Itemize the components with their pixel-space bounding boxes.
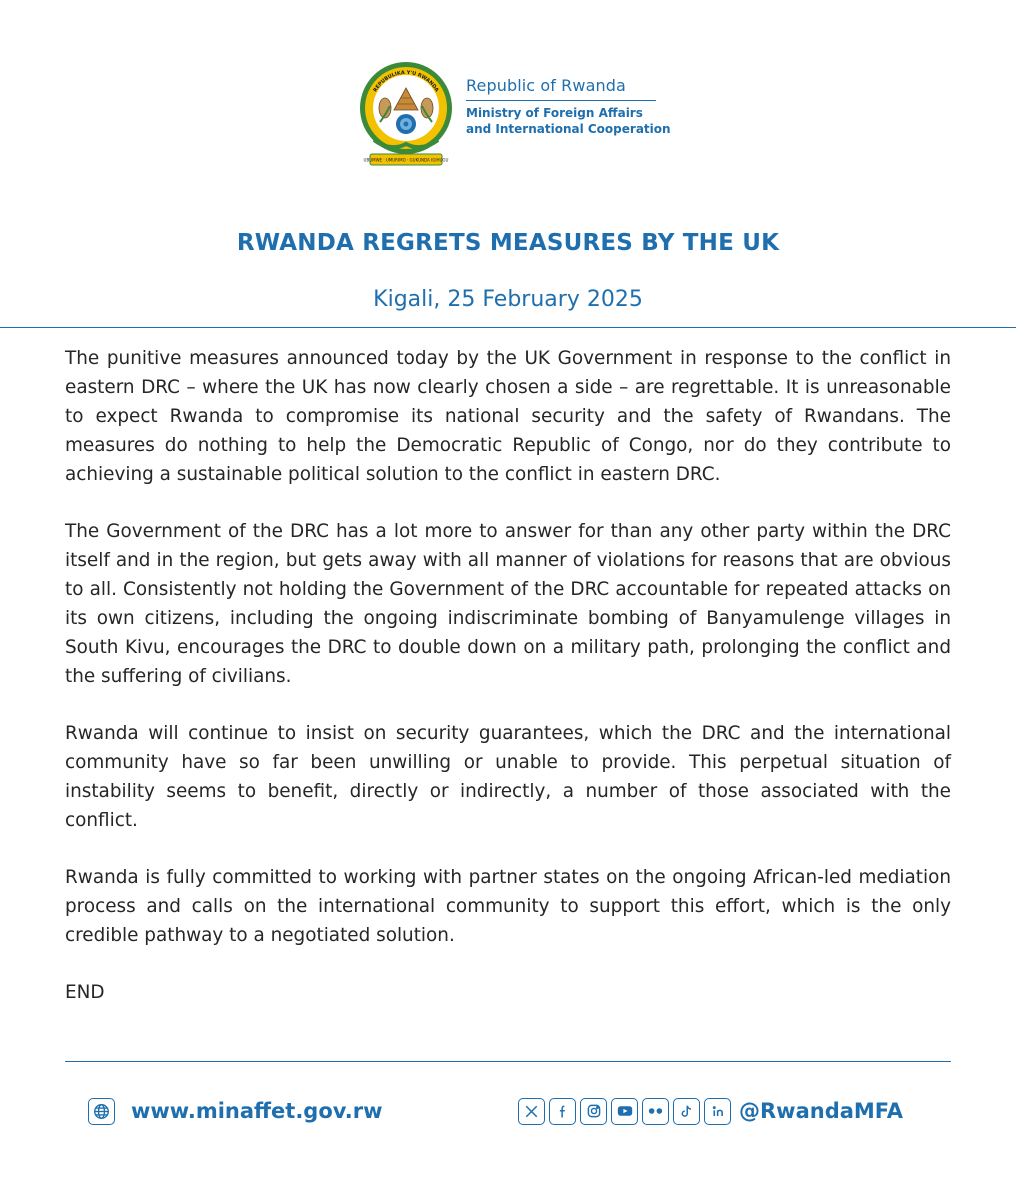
footer-social-links	[518, 1094, 903, 1128]
flickr-icon[interactable]	[642, 1098, 669, 1125]
seal-motto-bottom: UBUMWE · UMURIMO · GUKUNDA IGIHUGU	[363, 157, 449, 163]
globe-icon	[88, 1098, 115, 1125]
facebook-icon[interactable]	[549, 1098, 576, 1125]
body-paragraph-1: The punitive measures announced today by the UK Government in response to the conflict in eastern DRC – where the UK has now clearly chosen a side – are regrettable. It is unreasonable to expect Rwanda to compromise its national security and the safety of Rwandans. The measures do nothing to help the Democratic Republic of Congo, nor do they contribute to achieving a sustainable political solution to the conflict in eastern DRC.	[65, 348, 951, 485]
linkedin-icon[interactable]	[704, 1098, 731, 1125]
end-marker: END	[65, 982, 105, 1003]
press-release-title: RWANDA REGRETS MEASURES BY THE UK	[236, 230, 780, 256]
ministry-name-line2: and International Cooperation	[466, 121, 671, 136]
body-paragraph-4: Rwanda is fully committed to working with partner states on the ongoing African-led mediation process and calls on the international community to support this effort, which is the only credible pathway to a negotiated solution.	[65, 867, 951, 946]
x-icon[interactable]	[518, 1098, 545, 1125]
footer-divider	[65, 1061, 951, 1062]
tiktok-icon[interactable]	[673, 1098, 700, 1125]
ministry-name-block	[466, 76, 671, 137]
country-name: Republic of Rwanda	[466, 76, 626, 95]
press-release-body	[65, 344, 951, 1035]
header-divider	[466, 100, 656, 101]
seal-motto-top: REPUBULIKA Y'U RWANDA	[372, 69, 440, 94]
body-paragraph-2: The Government of the DRC has a lot more to answer for than any other party within the DRC itself and in the region, but gets away with all manner of violations for reasons that are obvious to all. Consistently not holding the Government of the DRC accountable for repeated attacks on its own citizens, including the ongoing indiscriminate bombing of Banyamulenge villages in South Kivu, encourages the DRC to double down on a military path, prolonging the conflict and the suffering of civilians.	[65, 521, 951, 687]
body-paragraph-3: Rwanda will continue to insist on security guarantees, which the DRC and the international community have so far been unwilling or unable to provide. This perpetual situation of instability seems to benefit, directly or indirectly, a number of those associated with the conflict.	[65, 723, 951, 831]
ministry-name-line1: Ministry of Foreign Affairs	[466, 106, 643, 120]
social-handle[interactable]: @RwandaMFA	[739, 1099, 903, 1123]
instagram-icon[interactable]	[580, 1098, 607, 1125]
youtube-icon[interactable]	[611, 1098, 638, 1125]
title-divider	[0, 327, 1016, 328]
website-link[interactable]: www.minaffet.gov.rw	[131, 1099, 383, 1123]
letterhead	[356, 58, 676, 170]
footer-website[interactable]	[88, 1094, 382, 1128]
national-seal-logo	[356, 58, 456, 170]
dateline: Kigali, 25 February 2025	[373, 287, 643, 312]
